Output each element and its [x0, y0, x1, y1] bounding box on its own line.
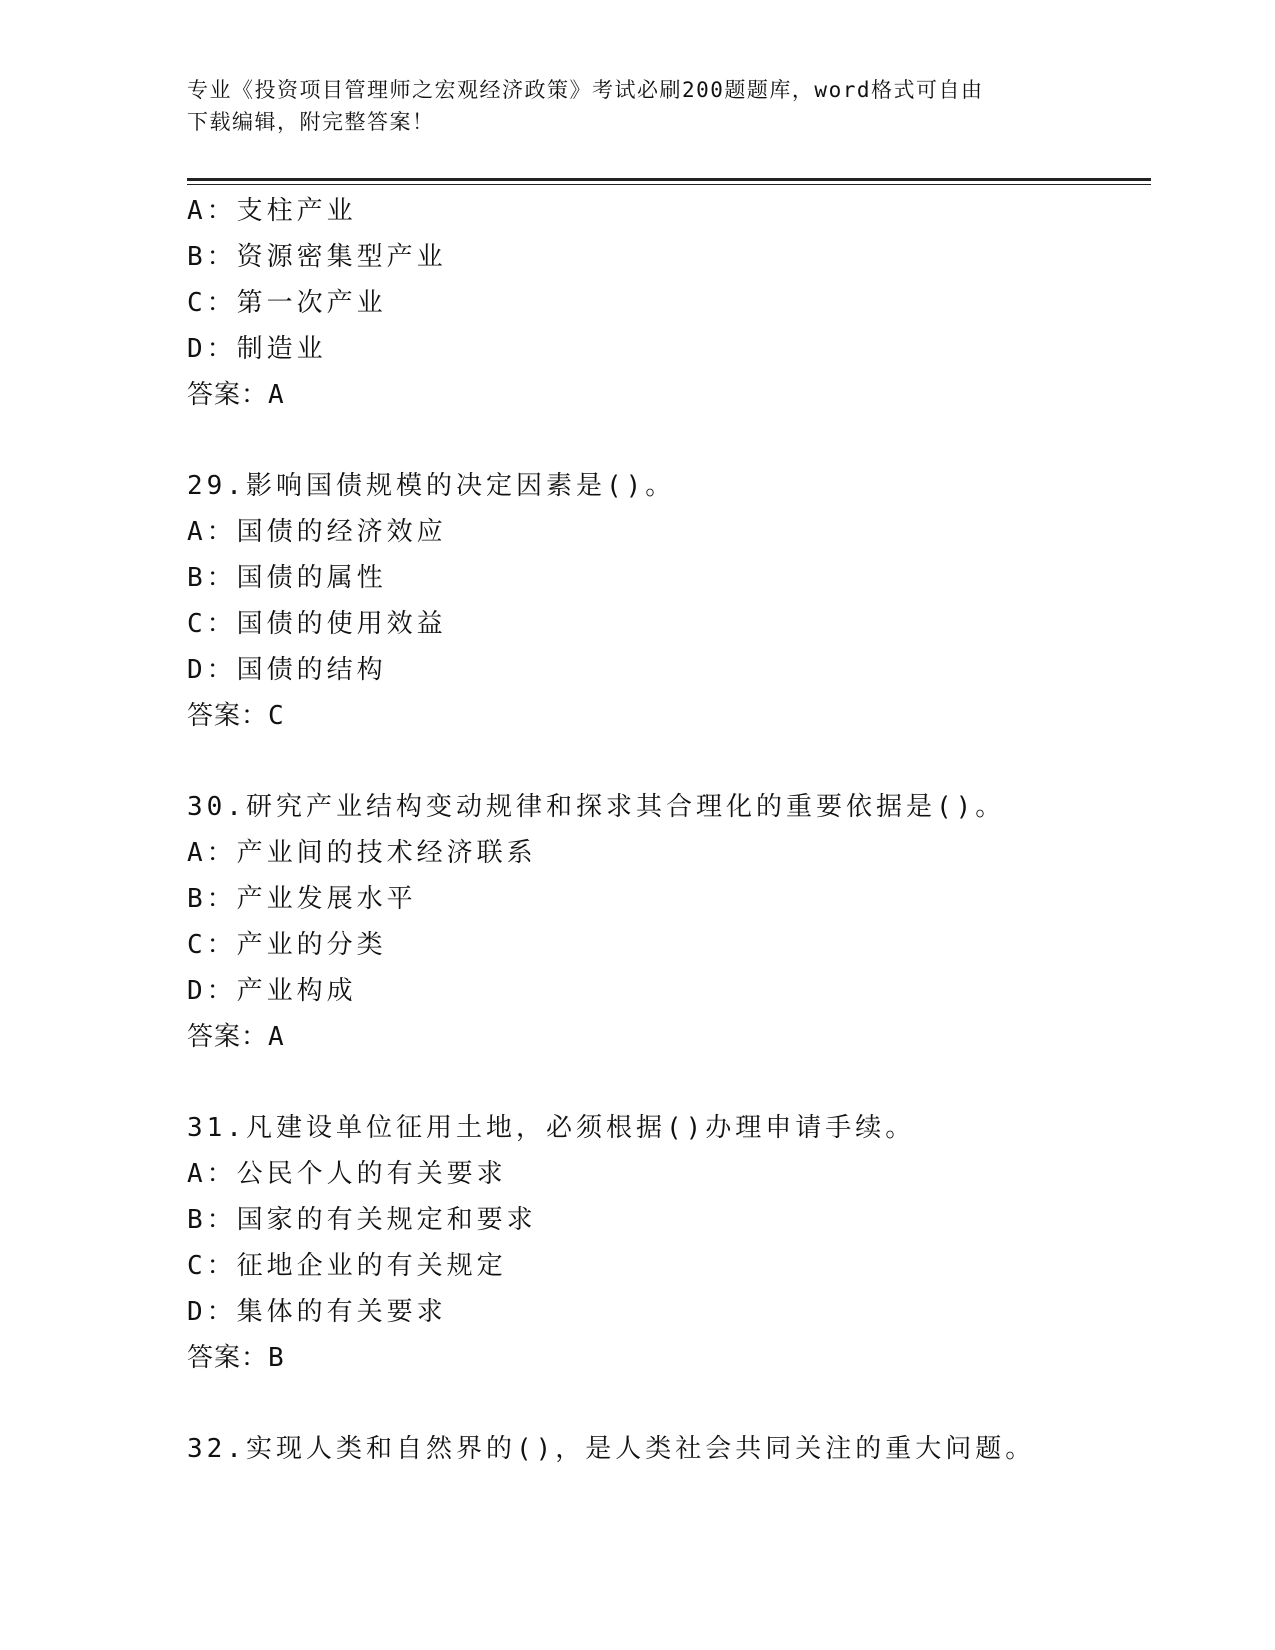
- option-c: C：征地企业的有关规定: [187, 1251, 507, 1281]
- question-block-29: [187, 463, 1151, 739]
- answer-line: [187, 372, 1151, 418]
- answer-value: A: [268, 380, 285, 410]
- header-divider-thin: [187, 184, 1151, 185]
- question-block-previous: [187, 188, 1151, 418]
- option-b: B：国家的有关规定和要求: [187, 1205, 537, 1235]
- option-b: B：资源密集型产业: [187, 242, 447, 272]
- answer-line: [187, 1014, 1151, 1060]
- option-b: B：产业发展水平: [187, 884, 417, 914]
- header-line-2: 下载编辑，附完整答案！: [187, 110, 435, 134]
- option-a: A：支柱产业: [187, 196, 357, 226]
- header-line-1: 专业《投资项目管理师之宏观经济政策》考试必刷200题题库，word格式可自由: [187, 78, 984, 102]
- option-d: D：国债的结构: [187, 655, 387, 685]
- question-block-30: [187, 784, 1151, 1060]
- option-a: A：产业间的技术经济联系: [187, 838, 537, 868]
- option-b: B：国债的属性: [187, 563, 387, 593]
- header-divider-thick: [187, 178, 1151, 181]
- option-c: C：第一次产业: [187, 288, 387, 318]
- spacer: [187, 1381, 1151, 1426]
- answer-label: 答案：: [187, 1343, 269, 1373]
- question-stem: 31.凡建设单位征用土地，必须根据()办理申请手续。: [187, 1113, 916, 1143]
- spacer: [187, 739, 1151, 784]
- option-c: C：产业的分类: [187, 930, 387, 960]
- document-header: [187, 74, 1067, 138]
- option-a: A：国债的经济效应: [187, 517, 447, 547]
- spacer: [187, 418, 1151, 463]
- answer-line: [187, 693, 1151, 739]
- option-a: A：公民个人的有关要求: [187, 1159, 507, 1189]
- question-stem: 29.影响国债规模的决定因素是()。: [187, 471, 676, 501]
- answer-value: A: [268, 1022, 285, 1052]
- question-block-32: [187, 1426, 1151, 1472]
- question-list: [187, 188, 1151, 1472]
- option-c: C：国债的使用效益: [187, 609, 447, 639]
- option-d: D：制造业: [187, 334, 327, 364]
- spacer: [187, 1060, 1151, 1105]
- option-d: D：集体的有关要求: [187, 1297, 447, 1327]
- question-stem: 30.研究产业结构变动规律和探求其合理化的重要依据是()。: [187, 792, 1006, 822]
- answer-line: [187, 1335, 1151, 1381]
- answer-value: B: [268, 1343, 285, 1373]
- answer-label: 答案：: [187, 380, 269, 410]
- answer-label: 答案：: [187, 701, 269, 731]
- question-block-31: [187, 1105, 1151, 1381]
- answer-value: C: [268, 701, 285, 731]
- question-stem: 32.实现人类和自然界的()，是人类社会共同关注的重大问题。: [187, 1434, 1036, 1464]
- answer-label: 答案：: [187, 1022, 269, 1052]
- option-d: D：产业构成: [187, 976, 357, 1006]
